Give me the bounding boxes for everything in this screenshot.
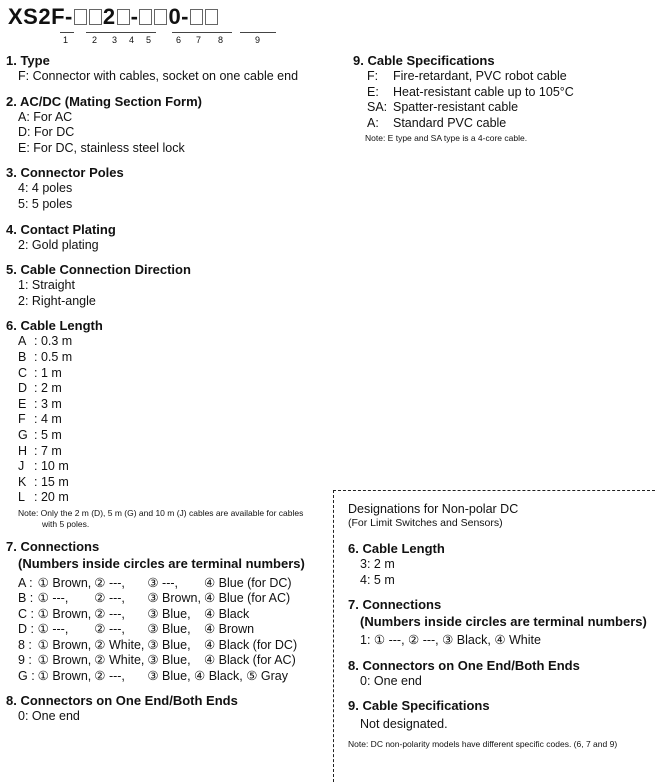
list-item: 0: One end [360,673,422,688]
section-ends [6,692,336,725]
table-row [367,100,574,116]
index-underline [86,32,156,33]
table-row [18,576,300,592]
cable-length-table [18,334,72,506]
conn-cell: ③ Blue, [147,622,191,637]
conn-code: B : [18,591,34,606]
conn-code: 8 : [18,637,32,652]
list-item: 2: Right-angle [18,293,96,308]
nonpolar-title: Designations for Non-polar DC [348,502,519,516]
nonpolar-border-top [333,490,655,491]
table-row [18,381,72,397]
list-item: Not designated. [360,717,448,732]
section-title: 7. Connections [348,597,442,613]
code-box [154,9,167,25]
conn-code: A : [18,575,33,590]
section-type [6,52,336,85]
length-code: H [18,443,28,458]
list-item: F: Connector with cables, socket on one cable end [18,69,299,83]
conn-cell: ② White, [94,653,145,668]
length-code: L [18,490,25,505]
table-row [18,475,72,491]
index-underline [240,32,276,33]
list-item: A: For AC [18,109,73,124]
table-row [18,607,300,623]
length-code: D [18,381,28,396]
conn-cell: ③ Blue, ④ Black, ⑤ Gray [147,668,288,683]
table-row [367,116,574,132]
index-label: 6 [176,35,182,45]
length-code: K [18,474,27,489]
conn-cell: ① Brown, [37,637,92,652]
conn-cell: ④ Black (for AC) [203,653,296,668]
conn-cell: ① Brown, [37,575,92,590]
conn-cell: ② ---, [94,668,125,683]
conn-cell: ③ Blue, [147,637,191,652]
conn-cell: ① ---, [37,622,69,637]
spec-code: SA: [367,100,388,115]
length-value: : 20 m [34,490,69,505]
conn-cell: ② White, [94,637,145,652]
section-title: 8. Connectors on One End/Both Ends [6,693,238,709]
connections-table [18,576,300,685]
length-code: J [18,459,25,474]
section-title: 1. Type [6,53,50,68]
table-row [18,638,300,654]
conn-cell: ③ Brown, [147,591,201,606]
list-item: 4: 4 poles [18,181,73,196]
list-item: 4: 5 m [360,572,395,587]
index-label: 2 [92,35,98,45]
left-column [6,52,336,733]
length-value: : 7 m [34,443,62,458]
part-number-fixed-2: 2 [102,4,116,29]
section-title: 9. Cable Specifications [353,53,495,68]
table-row [18,591,300,607]
conn-cell: ① Brown, [37,653,92,668]
section-cable-length [6,317,336,530]
cable-length-note-cont: with 5 poles. [42,518,90,529]
length-value: : 15 m [34,474,69,489]
table-row [18,350,72,366]
part-number-diagram [8,2,261,45]
index-label: 4 [129,35,135,45]
code-box [205,9,218,25]
length-code: E [18,396,27,411]
table-row [18,334,72,350]
length-value: : 4 m [34,412,62,427]
part-number-index-lines [8,32,308,46]
index-label: 1 [63,35,69,45]
conn-cell: ① Brown, [37,606,92,621]
conn-cell: ② ---, [94,622,125,637]
section-title: 9. Cable Specifications [348,698,490,714]
part-number-code [8,2,219,32]
table-row [18,366,72,382]
table-row [18,459,72,475]
section-title: 5. Cable Connection Direction [6,262,191,278]
spec-code: F: [367,69,379,83]
conn-cell: ① Brown, [37,668,92,683]
nonpolar-note: Note: DC non-polarity models have different specific codes. (6, 7 and 9) [348,738,618,749]
length-code: F [18,412,26,427]
list-item: 5: 5 poles [18,196,73,211]
length-code: A [18,334,27,349]
section-title: 7. Connections [6,538,100,554]
conn-cell: ④ Black [203,606,250,621]
table-row [367,69,574,85]
section-plating [6,221,336,254]
length-value: : 0.3 m [34,334,73,349]
code-box [139,9,152,25]
code-box [190,9,203,25]
table-row [18,653,300,669]
index-underline [60,32,74,33]
conn-cell: ④ Brown [203,622,255,637]
table-row [18,490,72,506]
cable-spec-table [367,69,574,131]
table-row [367,85,574,101]
index-label: 5 [146,35,152,45]
section-title: 6. Cable Length [348,541,445,556]
conn-cell: ② ---, [94,606,125,621]
section-subtitle: (Numbers inside circles are terminal numbers) [18,555,305,571]
section-subtitle: (Numbers inside circles are terminal numbers) [360,614,647,630]
spec-value: Heat-resistant cable up to 105°C [393,84,574,99]
list-item: 1: Straight [18,278,75,293]
length-value: : 2 m [34,381,62,396]
conn-cell: ④ Blue (for AC) [203,591,291,606]
right-column [353,52,653,144]
spec-value: Fire-retardant, PVC robot cable [393,69,567,83]
section-title: 2. AC/DC (Mating Section Form) [6,93,202,109]
section-connections [6,538,336,685]
conn-code: D : [18,622,34,637]
conn-cell: ① ---, [37,591,69,606]
conn-code: 9 : [18,653,32,668]
conn-cell: ③ Blue, [147,606,191,621]
table-row [18,622,300,638]
list-item: E: For DC, stainless steel lock [18,140,185,155]
section-title: 6. Cable Length [6,318,103,334]
part-number-prefix: XS2F- [8,4,73,29]
spec-value: Standard PVC cable [393,115,507,130]
code-box [117,9,130,25]
length-value: : 0.5 m [34,349,73,364]
conn-code: G : [18,668,35,683]
list-item: 3: 2 m [360,557,395,571]
conn-cell: ② ---, [94,591,125,606]
section-poles [6,164,336,212]
code-box [89,9,102,25]
table-row [18,444,72,460]
index-label: 7 [196,35,202,45]
index-underline [172,32,232,33]
section-acdc [6,93,336,157]
length-code: G [18,427,28,442]
section-title: 3. Connector Poles [6,165,124,181]
length-code: B [18,349,27,364]
section-title: 4. Contact Plating [6,221,116,237]
list-item: 1: ① ---, ② ---, ③ Black, ④ White [360,633,541,648]
nonpolar-panel [348,501,648,750]
spec-value: Spatter-resistant cable [393,100,519,115]
table-row [18,669,300,685]
table-row [18,428,72,444]
nonpolar-subtitle: (For Limit Switches and Sensors) [348,517,503,529]
nonpolar-border-left [333,490,334,782]
conn-cell: ② ---, [94,575,125,590]
section-direction [6,261,336,309]
part-number-fixed-0: 0- [168,4,189,29]
table-row [18,397,72,413]
conn-cell: ④ Black (for DC) [203,637,298,652]
conn-cell: ③ Blue, [147,653,191,668]
index-label: 3 [112,35,118,45]
conn-cell: ③ ---, [147,575,179,590]
length-value: : 3 m [34,396,62,411]
spec-code: A: [367,115,379,130]
list-item: 2: Gold plating [18,237,99,252]
code-box [74,9,87,25]
table-row [18,412,72,428]
index-label: 8 [218,35,224,45]
length-value: : 5 m [34,427,62,442]
section-title: 8. Connectors on One End/Both Ends [348,657,580,673]
part-number-dash: - [130,4,139,29]
conn-code: C : [18,606,34,621]
length-value: : 10 m [34,459,69,474]
spec-code: E: [367,84,379,99]
cable-length-note: Note: Only the 2 m (D), 5 m (G) and 10 m (J) cables are available for cables [18,507,304,518]
list-item: 0: One end [18,709,80,724]
cable-spec-note: Note: E type and SA type is a 4-core cable. [365,133,528,144]
index-label: 9 [255,35,261,45]
list-item: D: For DC [18,125,75,140]
length-value: : 1 m [34,365,62,380]
length-code: C [18,365,28,380]
conn-cell: ④ Blue (for DC) [203,575,292,590]
